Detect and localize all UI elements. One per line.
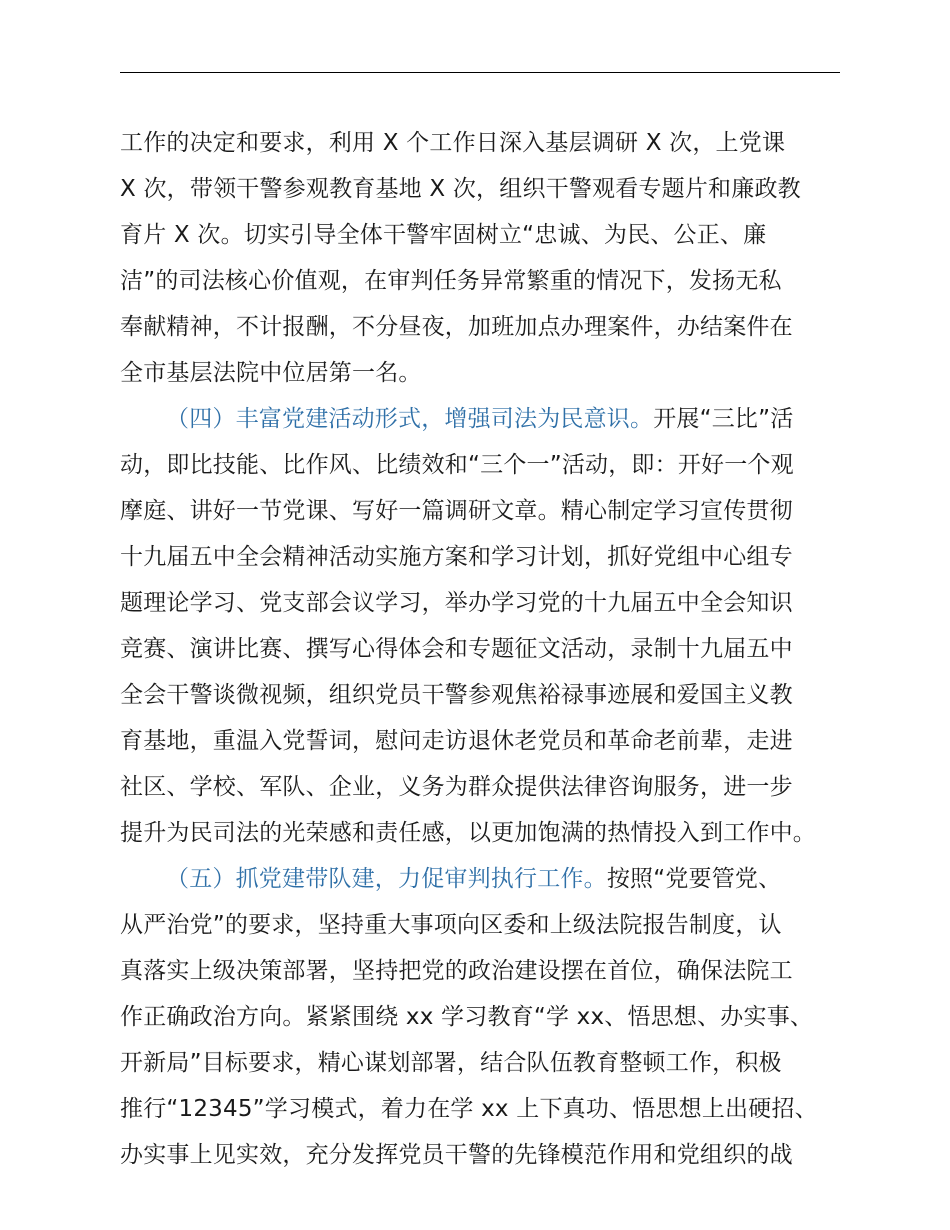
text-line: 题理论学习、党支部会议学习，举办学习党的十九届五中全会知识 xyxy=(120,590,793,616)
paragraph-first-line xyxy=(120,856,850,902)
paragraph-1 xyxy=(120,120,850,396)
section-heading-5: （五）抓党建带队建，力促审判执行工作。 xyxy=(166,866,607,892)
text-line: 工作的决定和要求，利用 X 个工作日深入基层调研 X 次，上党课 xyxy=(120,130,786,156)
text-run: 按照“党要管党、 xyxy=(606,866,782,892)
text-line: 开新局”目标要求，精心谋划部署，结合队伍教育整顿工作，积极 xyxy=(120,1050,782,1076)
text-line: 竞赛、演讲比赛、撰写心得体会和专题征文活动，录制十九届五中 xyxy=(120,636,793,662)
text-line: 全市基层法院中位居第一名。 xyxy=(120,360,422,386)
document-body xyxy=(120,120,850,1178)
text-line: 洁”的司法核心价值观，在审判任务异常繁重的情况下，发扬无私 xyxy=(120,268,782,294)
paragraph-2 xyxy=(120,396,850,856)
text-line: 育片 X 次。切实引导全体干警牢固树立“忠诚、为民、公正、廉 xyxy=(120,222,767,248)
text-run: 开展“三比”活 xyxy=(653,406,794,432)
paragraph-first-line xyxy=(120,396,850,442)
header-rule xyxy=(120,72,840,73)
text-line: 真落实上级决策部署，坚持把党的政治建设摆在首位，确保法院工 xyxy=(120,958,793,984)
text-line: 育基地，重温入党誓词，慰问走访退休老党员和革命老前辈，走进 xyxy=(120,728,793,754)
paragraph-3 xyxy=(120,856,850,1178)
text-line: X 次，带领干警参观教育基地 X 次，组织干警观看专题片和廉政教 xyxy=(120,176,801,202)
text-line: 动，即比技能、比作风、比绩效和“三个一”活动，即：开好一个观 xyxy=(120,452,794,478)
text-line: 作正确政治方向。紧紧围绕 xx 学习教育“学 xx、悟思想、办实事、 xyxy=(120,1004,814,1030)
text-line: 办实事上见实效，充分发挥党员干警的先锋模范作用和党组织的战 xyxy=(120,1142,793,1168)
text-line: 社区、学校、军队、企业，义务为群众提供法律咨询服务，进一步 xyxy=(120,774,793,800)
text-line: 从严治党”的要求，坚持重大事项向区委和上级法院报告制度，认 xyxy=(120,912,782,938)
text-line: 推行“12345”学习模式，着力在学 xx 上下真功、悟思想上出硬招、 xyxy=(120,1096,818,1122)
section-heading-4: （四）丰富党建活动形式，增强司法为民意识。 xyxy=(166,406,654,432)
text-line: 十九届五中全会精神活动实施方案和学习计划，抓好党组中心组专 xyxy=(120,544,793,570)
text-line: 提升为民司法的光荣感和责任感，以更加饱满的热情投入到工作中。 xyxy=(120,820,816,846)
text-line: 摩庭、讲好一节党课、写好一篇调研文章。精心制定学习宣传贯彻 xyxy=(120,498,793,524)
text-line: 全会干警谈微视频，组织党员干警参观焦裕禄事迹展和爱国主义教 xyxy=(120,682,793,708)
text-line: 奉献精神，不计报酬，不分昼夜，加班加点办理案件，办结案件在 xyxy=(120,314,793,340)
